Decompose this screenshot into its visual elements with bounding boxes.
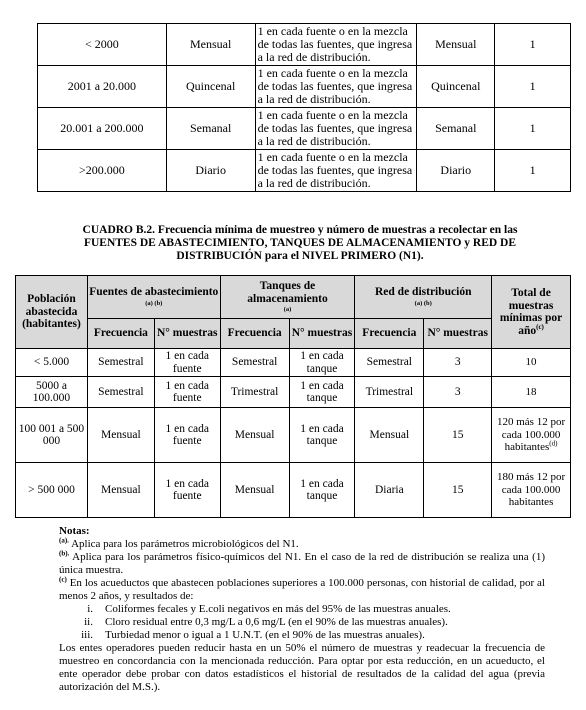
header-tanques: Tanques de almacenamiento (a) [220,276,355,319]
note-c-mark: (c) [59,575,67,584]
cell-frecuencia-red: Diario [417,150,495,192]
table-caption [40,224,560,263]
cell-poblacion: < 5.000 [16,349,88,377]
cell-frecuencia: Quincenal [166,66,255,108]
cell-frecuencia-red: Quincenal [417,66,495,108]
table-row [38,150,571,192]
subheader-frecuencia: Frecuencia [355,319,424,349]
note-list-item [59,616,545,629]
cell-poblacion: 100 001 a 500 000 [16,408,88,463]
cell-poblacion: 2001 a 20.000 [38,66,167,108]
table-row [16,377,571,408]
cell-frecuencia: Semanal [166,108,255,150]
note-a-text: Aplica para los parámetros microbiológicos del N1. [68,538,299,550]
cell-muestras: 1 en cada fuente o en la mezcla de todas las fuentes, que ingresa a la red de distribución. [255,24,417,66]
cell-red-muestras: 3 [424,349,492,377]
cell-fuentes-frecuencia: Mensual [87,408,154,463]
subheader-nmuestras: N° muestras [289,319,355,349]
cell-red-frecuencia: Trimestral [355,377,424,408]
caption-line-3: DISTRIBUCIÓN para el NIVEL PRIMERO (N1). [176,250,424,262]
cell-frecuencia: Diario [166,150,255,192]
note-final: Los entes operadores pueden reducir hasta en un 50% el número de muestras y readecuar la frecuencia de muestreo en concordancia con la mencionada reducción. Para optar por esta reducción, en un acueducto, el ente operador debe probar con datos estadísticos el historial de resultados de la calidad del agua (previa autorización del M.S.). [59,642,545,693]
caption-line-2: FUENTES DE ABASTECIMIENTO, TANQUES DE ALMACENAMIENTO y RED DE [83,237,517,249]
cell-poblacion: > 500 000 [16,463,88,518]
cell-total-text: 180 más 12 por cada 100.000 habitantes [496,471,566,509]
table-row [38,66,571,108]
note-list-text: Turbiedad menor o igual a 1 U.N.T. (en el 90% de las muestras anuales). [105,629,425,641]
cell-tanques-frecuencia: Semestral [220,349,289,377]
cell-red-frecuencia: Diaria [355,463,424,518]
note-list-text: Cloro residual entre 0,3 mg/L a 0,6 mg/L (en el 90% de las muestras anuales). [105,616,448,628]
cell-tanques-frecuencia: Mensual [220,408,289,463]
note-b-text: Aplica para los parámetros físico-químicos del N1. En el caso de la red de distribución se realiza una (1) única muestra. [59,551,545,576]
table-row [16,408,571,463]
sampling-table-body [16,349,571,518]
note-b-mark: (b). [59,549,70,558]
cell-numero: 1 [495,108,571,150]
subheader-frecuencia: Frecuencia [87,319,154,349]
cell-poblacion: >200.000 [38,150,167,192]
cell-fuentes-muestras: 1 en cada fuente [154,408,220,463]
cell-tanques-muestras: 1 en cada tanque [289,463,355,518]
cell-total-text: 120 más 12 por cada 100.000 habitantes [496,416,566,454]
note-list-number: ii. [84,616,93,628]
cell-frecuencia-red: Semanal [417,108,495,150]
note-c-text: En los acueductos que abastecen poblaciones superiores a 100.000 personas, con historial de calidad, por al menos 2 años, y resultados de: [59,577,545,602]
cell-tanques-muestras: 1 en cada tanque [289,349,355,377]
cell-total-note: (d) [549,439,558,448]
cell-numero: 1 [495,150,571,192]
note-list-item [59,603,545,616]
cell-poblacion: 5000 a 100.000 [16,377,88,408]
cell-frecuencia: Mensual [166,24,255,66]
subheader-nmuestras: N° muestras [424,319,492,349]
note-a [59,538,545,551]
note-list-number: i. [87,603,93,615]
cell-fuentes-muestras: 1 en cada fuente [154,349,220,377]
cell-total-text: 10 [525,356,537,369]
cell-red-muestras: 3 [424,377,492,408]
table-row [16,349,571,377]
cell-total [492,408,571,463]
caption-line-1: CUADRO B.2. Frecuencia mínima de muestreo y número de muestras a recolectar en las [82,224,518,236]
header-red-note: (a) (b) [414,299,432,307]
frequency-table-top [37,23,571,192]
cell-total [492,377,571,408]
sampling-table-head [16,276,571,349]
subheader-frecuencia: Frecuencia [220,319,289,349]
note-list-text: Coliformes fecales y E.coli negativos en más del 95% de las muestras anuales. [105,603,451,615]
cell-total-text: 18 [525,385,537,398]
cell-fuentes-muestras: 1 en cada fuente [154,377,220,408]
cell-red-muestras: 15 [424,463,492,518]
note-list-item [59,629,545,642]
cell-total [492,349,571,377]
cell-frecuencia-red: Mensual [417,24,495,66]
subheader-nmuestras: N° muestras [154,319,220,349]
header-total: Total de muestras mínimas por año$^{(c)}$ [492,276,571,349]
notes-section [59,525,545,694]
cell-total [492,463,571,518]
cell-tanques-muestras: 1 en cada tanque [289,377,355,408]
header-fuentes-note: (a) (b) [145,299,163,307]
note-a-mark: (a). [59,536,69,545]
cell-muestras: 1 en cada fuente o en la mezcla de todas las fuentes, que ingresa a la red de distribución. [255,66,417,108]
header-tanques-note: (a) [283,306,292,313]
frequency-table-top-body [38,24,571,192]
cell-tanques-frecuencia: Mensual [220,463,289,518]
note-c-list [59,603,545,642]
note-c [59,577,545,603]
header-total-note: (c) [536,322,544,331]
cell-muestras: 1 en cada fuente o en la mezcla de todas las fuentes, que ingresa a la red de distribución. [255,150,417,192]
table-row [38,24,571,66]
table-row [16,463,571,518]
sampling-table-b2 [15,275,571,518]
cell-fuentes-frecuencia: Mensual [87,463,154,518]
cell-fuentes-frecuencia: Semestral [87,377,154,408]
cell-fuentes-muestras: 1 en cada fuente [154,463,220,518]
cell-poblacion: < 2000 [38,24,167,66]
note-list-number: iii. [81,629,93,641]
cell-tanques-frecuencia: Trimestral [220,377,289,408]
cell-fuentes-frecuencia: Semestral [87,349,154,377]
cell-poblacion: 20.001 a 200.000 [38,108,167,150]
cell-red-frecuencia: Semestral [355,349,424,377]
note-b [59,551,545,577]
cell-red-frecuencia: Mensual [355,408,424,463]
header-fuentes: Fuentes de abastecimiento (a) (b) [87,276,220,319]
header-red: Red de distribución (a) (b) [355,276,492,319]
cell-tanques-muestras: 1 en cada tanque [289,408,355,463]
notes-title: Notas: [59,525,90,537]
header-poblacion: Población abastecida (habitantes) [16,276,88,349]
cell-red-muestras: 15 [424,408,492,463]
table-row [38,108,571,150]
cell-numero: 1 [495,24,571,66]
cell-muestras: 1 en cada fuente o en la mezcla de todas las fuentes, que ingresa a la red de distribución. [255,108,417,150]
cell-numero: 1 [495,66,571,108]
